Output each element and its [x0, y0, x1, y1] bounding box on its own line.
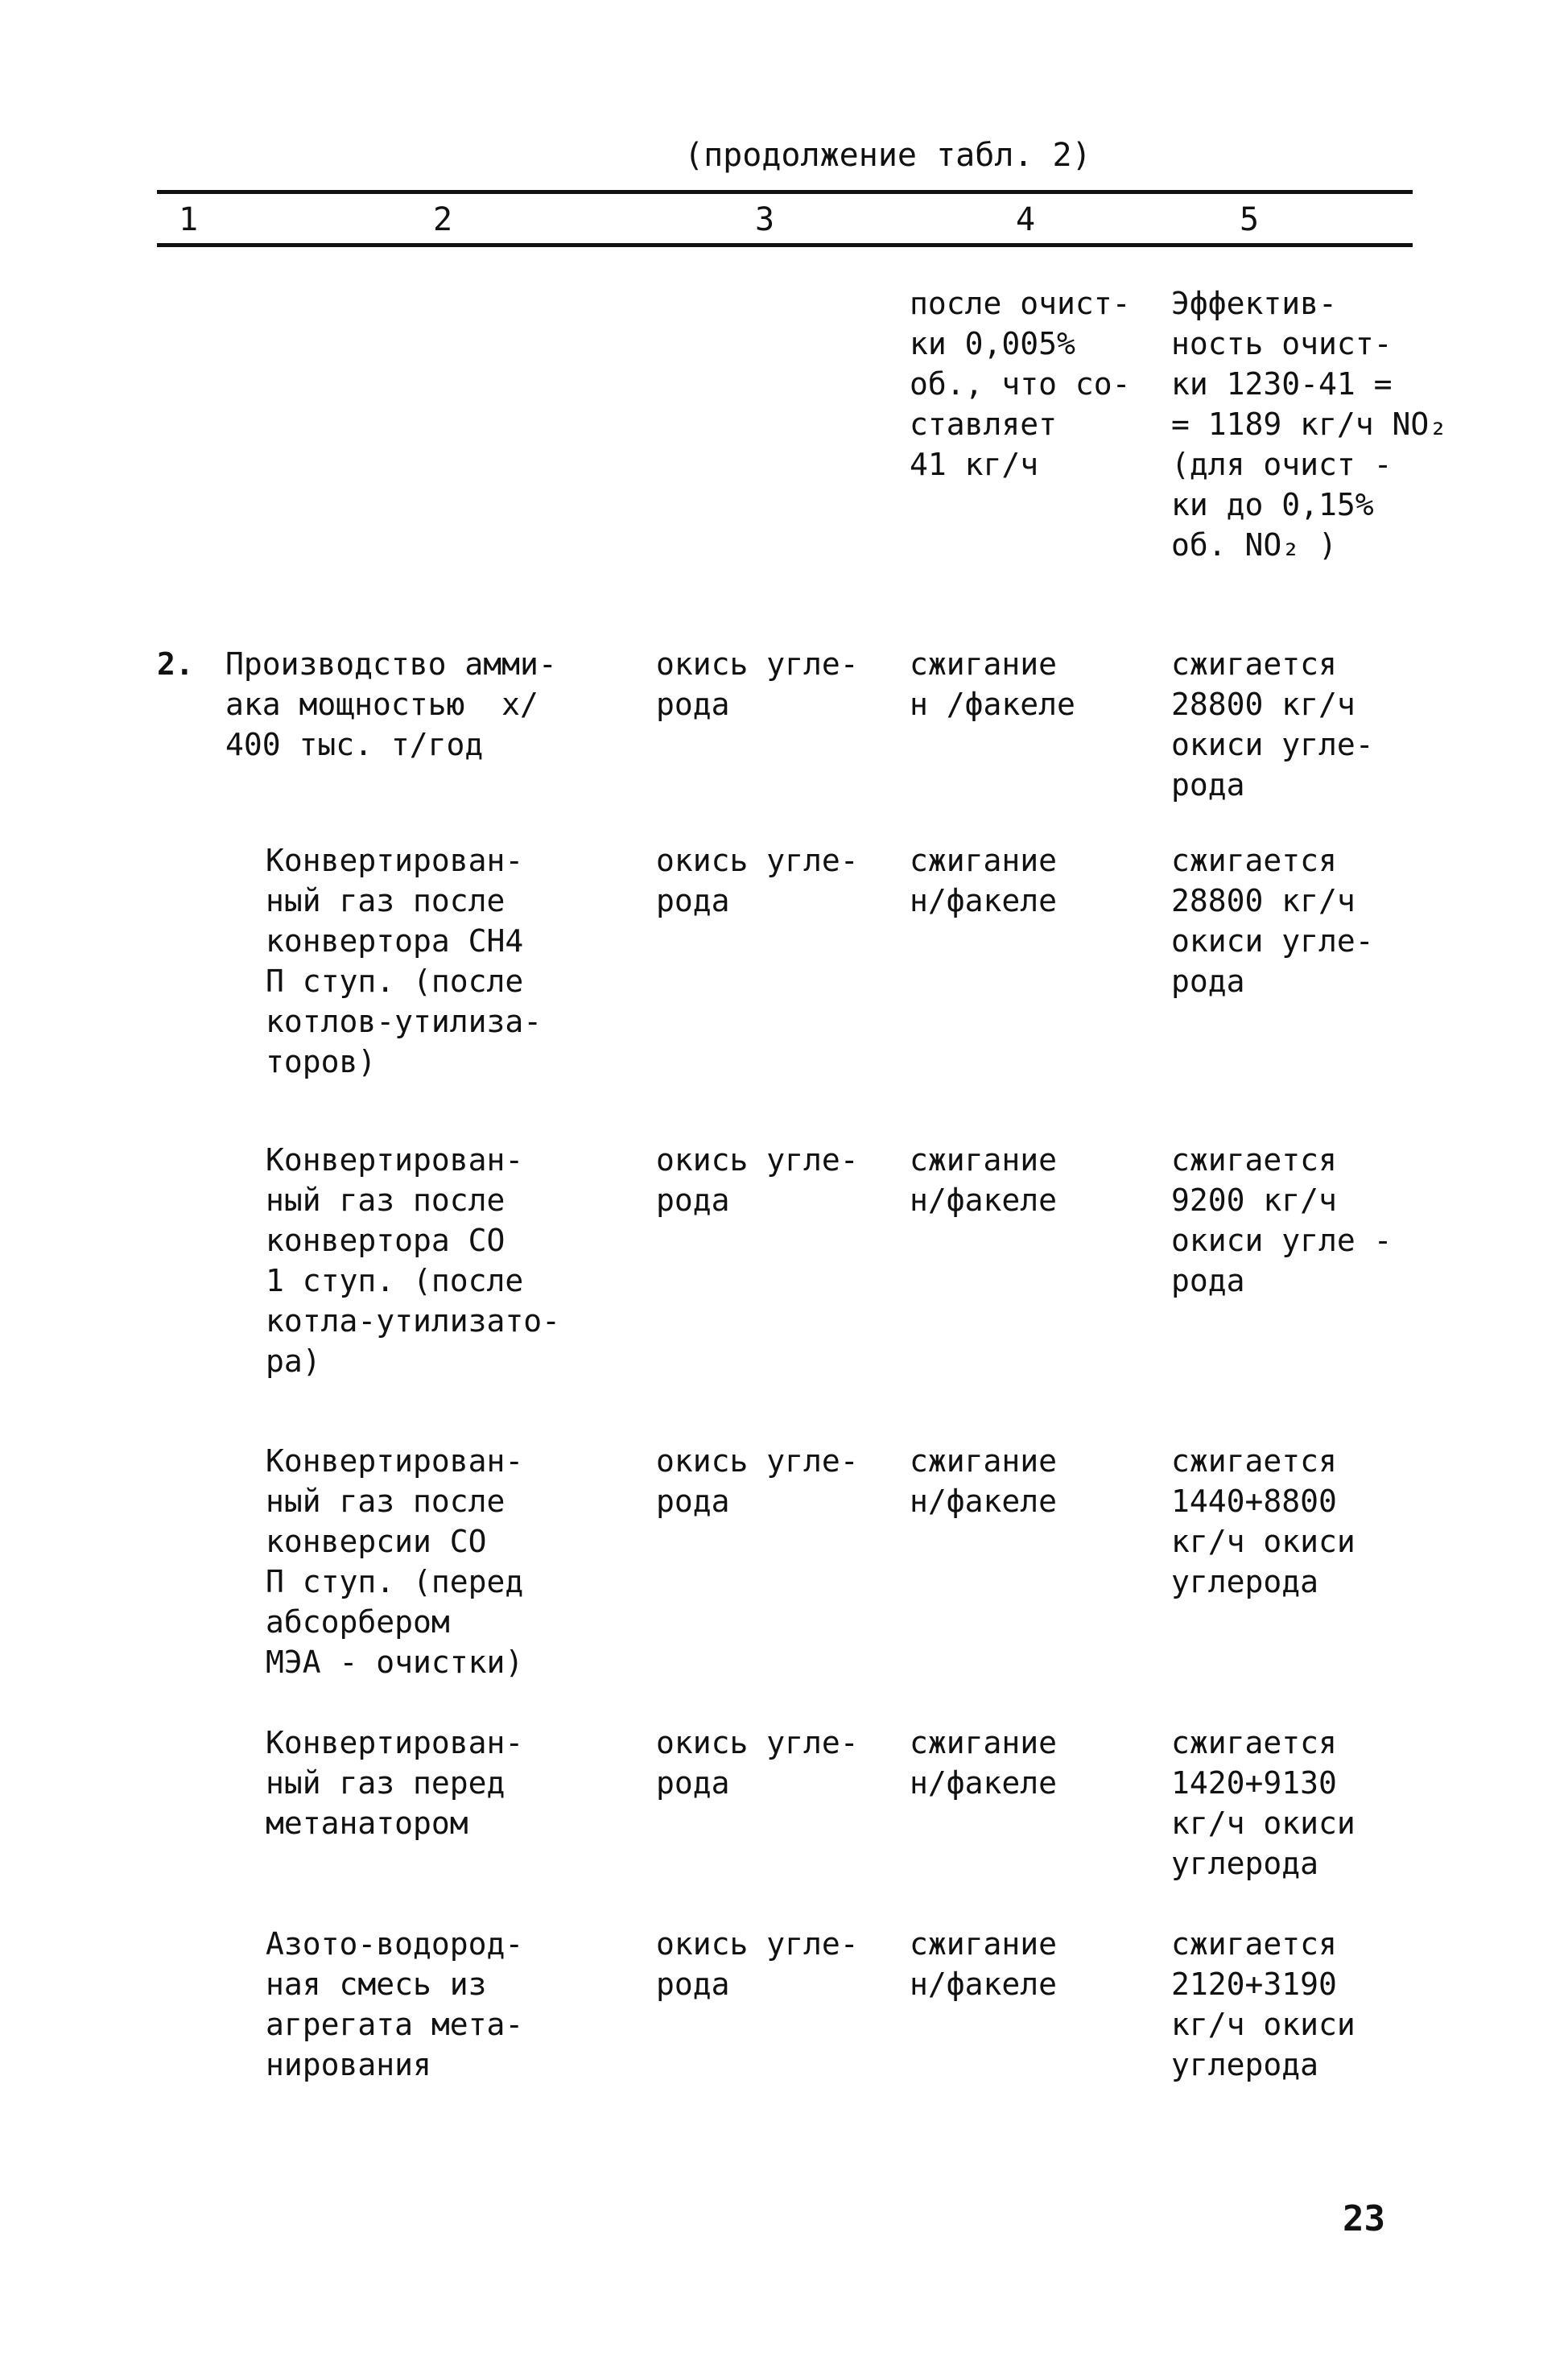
row-3-method: сжигание н/факеле [910, 843, 1058, 918]
row-3-source: Конвертирован- ный газ после конвертора СН4 П ступ. (после котлов-утилиза- торов) [266, 843, 543, 1079]
row-6-substance: окись угле- рода [656, 1725, 859, 1801]
row-7-method: сжигание н/факеле [910, 1926, 1058, 2002]
row-2-result: сжигается 28800 кг/ч окиси угле- рода [1171, 646, 1374, 803]
row-4-method: сжигание н/факеле [910, 1142, 1058, 1218]
row-5-source: Конвертирован- ный газ после конверсии СО П ступ. (перед абсорбером МЭА - очистки) [266, 1443, 524, 1680]
row-5-substance: окись угле- рода [656, 1443, 859, 1519]
row-4-source: Конвертирован- ный газ после конвертора СО 1 ступ. (после котла-утилизато- ра) [266, 1142, 561, 1379]
column-number-2: 2 [433, 201, 453, 238]
row-3-substance: окись угле- рода [656, 843, 859, 918]
row-7-result: сжигается 2120+3190 кг/ч окиси углерода [1171, 1926, 1355, 2082]
row-3-result: сжигается 28800 кг/ч окиси угле- рода [1171, 843, 1374, 999]
row-6-source: Конвертирован- ный газ перед метанатором [266, 1725, 524, 1841]
row-7-source: Азото-водород- ная смесь из агрегата мета- нирования [266, 1926, 524, 2082]
column-number-5: 5 [1240, 201, 1260, 238]
row-1-method: после очист- ки 0,005% об., что со- ставляет 41 кг/ч [910, 286, 1131, 482]
column-number-3: 3 [755, 201, 775, 238]
row-4-result: сжигается 9200 кг/ч окиси угле - рода [1171, 1142, 1393, 1298]
row-1-result: Эффектив- ность очист- ки 1230-41 = = 1189 кг/ч NO₂ (для очист - ки до 0,15% об. NO₂ ) [1171, 286, 1448, 563]
column-number-1: 1 [179, 201, 199, 238]
row-2-method: сжигание н /факеле [910, 646, 1075, 722]
table-continuation-caption: (продолжение табл. 2) [684, 137, 1091, 174]
row-6-method: сжигание н/факеле [910, 1725, 1058, 1801]
row-2-substance: окись угле- рода [656, 646, 859, 722]
row-2-num: 2. [157, 646, 194, 682]
row-2-source: Производство амми- ака мощностью x/ 400 тыс. т/год [225, 646, 557, 762]
row-5-method: сжигание н/факеле [910, 1443, 1058, 1519]
row-4-substance: окись угле- рода [656, 1142, 859, 1218]
row-7-substance: окись угле- рода [656, 1926, 859, 2002]
column-number-4: 4 [1016, 201, 1036, 238]
row-6-result: сжигается 1420+9130 кг/ч окиси углерода [1171, 1725, 1355, 1881]
row-5-result: сжигается 1440+8800 кг/ч окиси углерода [1171, 1443, 1355, 1599]
table-top-rule [157, 190, 1413, 194]
table-header-rule [157, 243, 1413, 247]
page-number: 23 [1343, 2198, 1385, 2239]
